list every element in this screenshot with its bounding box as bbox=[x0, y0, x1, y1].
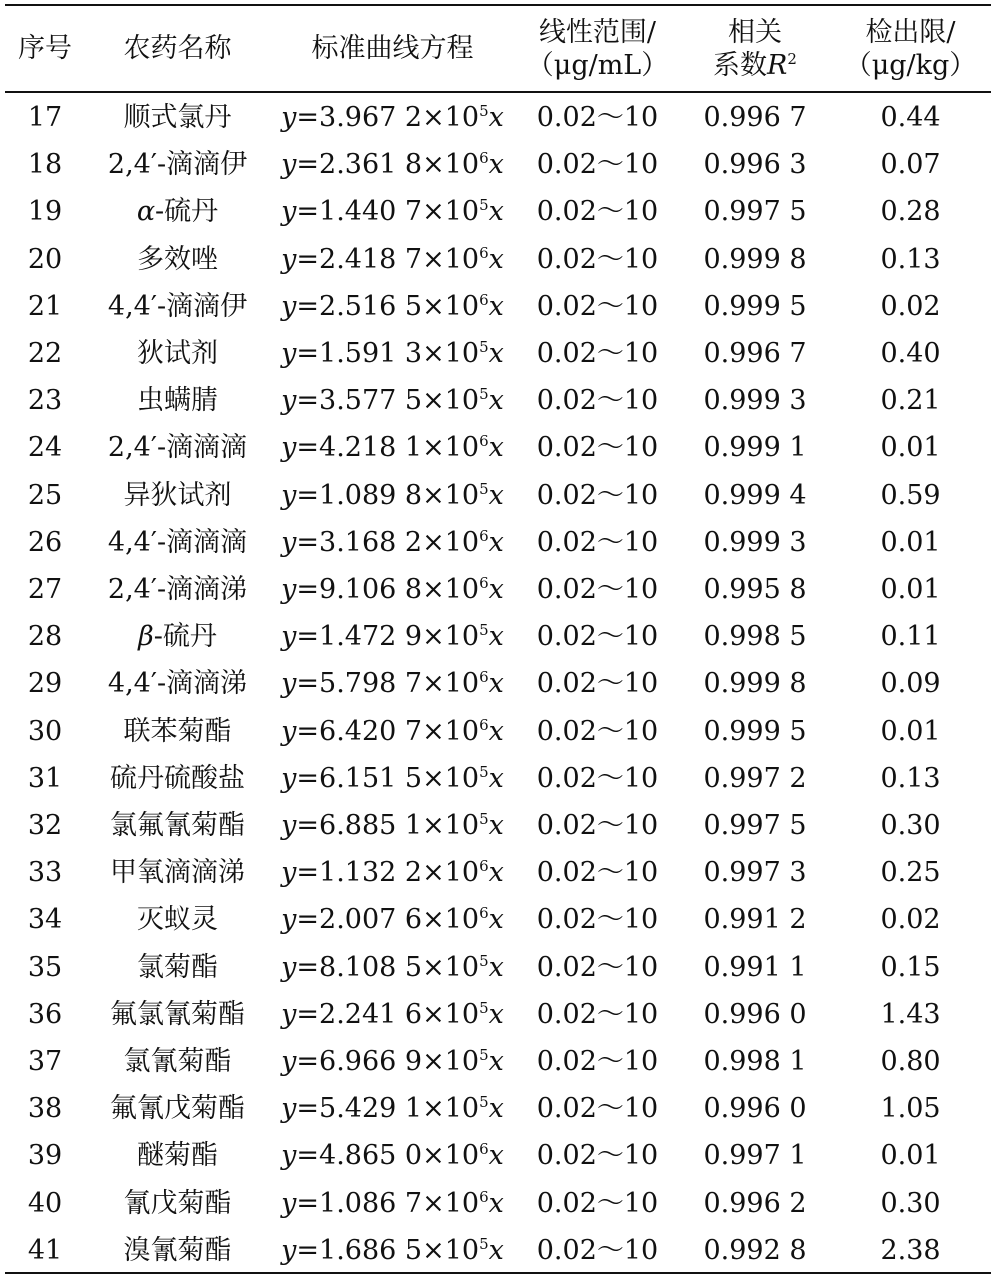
equation-exponent: 5 bbox=[479, 1046, 489, 1064]
equation-slope: 1.472 9 bbox=[319, 621, 423, 653]
compound-name-text: 狄试剂 bbox=[137, 338, 218, 369]
equation-slope: 3.967 2 bbox=[319, 102, 423, 133]
equation-exponent: 5 bbox=[479, 621, 489, 640]
correlation-coefficient: 0.996 3 bbox=[703, 149, 807, 181]
row-number: 29 bbox=[27, 668, 63, 700]
calibration-equation: y=3.577 $5\times 10^5x$ bbox=[281, 385, 504, 417]
calibration-equation: y=1.086 $7\times 10^6x$ bbox=[281, 1187, 504, 1219]
row-number: 27 bbox=[27, 574, 63, 605]
linear-range: 0.02～10 bbox=[536, 1093, 659, 1125]
equation-slope: 2.361 8 bbox=[319, 149, 423, 181]
compound-name-text: 醚菊酯 bbox=[137, 1140, 218, 1172]
compound-name-text: 氯菊酯 bbox=[137, 951, 218, 983]
calibration-equation: y=2.241 $6\times 10^5x$ bbox=[281, 998, 504, 1030]
correlation-coefficient: 0.996 7 bbox=[703, 338, 807, 369]
equation-slope: 1.440 7 bbox=[319, 196, 423, 228]
compound-name bbox=[85, 991, 270, 1038]
header-name bbox=[85, 6, 270, 91]
compound-name bbox=[85, 755, 270, 802]
detection-limit: 0.21 bbox=[880, 385, 941, 417]
equation-exponent: 5 bbox=[479, 102, 489, 120]
linear-range: 0.02～10 bbox=[536, 1234, 659, 1266]
header-r2-line1: 相关 bbox=[728, 16, 782, 48]
equation-exponent: 5 bbox=[479, 338, 489, 356]
compound-name-text: 硫丹硫酸盐 bbox=[110, 762, 245, 794]
correlation-coefficient: 0.996 0 bbox=[703, 1093, 807, 1125]
equation-slope: 1.686 5 bbox=[319, 1234, 423, 1266]
equation-exponent: 6 bbox=[479, 1187, 489, 1206]
compound-name-text: 氰戊菊酯 bbox=[123, 1187, 232, 1219]
linear-range: 0.02～10 bbox=[536, 668, 659, 700]
calibration-equation: y=1.591 $3\times 10^5x$ bbox=[281, 338, 504, 369]
linear-range: 0.02～10 bbox=[536, 857, 659, 889]
compound-name bbox=[85, 802, 270, 849]
row-number: 20 bbox=[27, 243, 63, 275]
linear-range: 0.02～10 bbox=[536, 149, 659, 181]
equation-slope: 1.591 3 bbox=[319, 338, 423, 369]
detection-limit: 0.28 bbox=[880, 196, 941, 228]
detection-limit: 0.01 bbox=[880, 1140, 941, 1172]
row-number: 31 bbox=[27, 762, 63, 794]
table-row bbox=[0, 424, 996, 471]
row-number: 26 bbox=[27, 526, 63, 558]
equation-slope: 6.151 5 bbox=[319, 762, 423, 794]
equation-exponent: 5 bbox=[479, 479, 489, 498]
linear-range: 0.02～10 bbox=[536, 621, 659, 653]
equation-slope: 4.218 1 bbox=[319, 432, 423, 464]
compound-name-text: 溴氰菊酯 bbox=[123, 1234, 232, 1266]
table-row bbox=[0, 94, 996, 141]
compound-name bbox=[85, 188, 270, 235]
correlation-coefficient: 0.992 8 bbox=[703, 1234, 807, 1266]
linear-range: 0.02～10 bbox=[536, 196, 659, 228]
calibration-equation: y=1.686 $5\times 10^5x$ bbox=[281, 1234, 504, 1266]
compound-name-text: 氟氯氰菊酯 bbox=[110, 998, 245, 1030]
correlation-coefficient: 0.999 3 bbox=[703, 385, 807, 417]
equation-exponent: 5 bbox=[479, 951, 489, 970]
table-row bbox=[0, 377, 996, 424]
header-range-line2: （μg/mL） bbox=[526, 49, 669, 81]
equation-exponent: 6 bbox=[479, 904, 489, 923]
row-number: 24 bbox=[27, 432, 63, 464]
compound-name bbox=[85, 424, 270, 471]
detection-limit: 0.02 bbox=[880, 904, 941, 936]
linear-range: 0.02～10 bbox=[536, 479, 659, 511]
correlation-coefficient: 0.997 5 bbox=[703, 810, 807, 841]
row-number: 28 bbox=[27, 621, 63, 653]
linear-range: 0.02～10 bbox=[536, 243, 659, 275]
compound-name bbox=[85, 1180, 270, 1227]
row-number: 37 bbox=[27, 1046, 63, 1077]
compound-name-prefix: α bbox=[136, 196, 156, 228]
equation-exponent: 6 bbox=[479, 857, 489, 876]
correlation-coefficient: 0.998 5 bbox=[703, 621, 807, 653]
equation-exponent: 6 bbox=[479, 290, 489, 309]
calibration-equation: y=6.885 $1\times 10^5x$ bbox=[281, 810, 504, 841]
compound-name-text: 灭蚁灵 bbox=[137, 904, 218, 936]
detection-limit: 0.15 bbox=[880, 951, 941, 983]
compound-name-text: 4,4′-滴滴涕 bbox=[107, 668, 248, 700]
calibration-equation: y=1.440 $7\times 10^5x$ bbox=[281, 196, 504, 228]
detection-limit: 1.05 bbox=[880, 1093, 941, 1125]
detection-limit: 1.43 bbox=[880, 998, 941, 1030]
detection-limit: 0.01 bbox=[880, 574, 941, 605]
equation-slope: 2.418 7 bbox=[319, 243, 423, 275]
table-row bbox=[0, 944, 996, 991]
row-number: 21 bbox=[27, 290, 63, 322]
correlation-coefficient: 0.999 8 bbox=[703, 668, 807, 700]
calibration-equation: y=6.151 $5\times 10^5x$ bbox=[281, 762, 504, 794]
calibration-equation: y=9.106 $8\times 10^6x$ bbox=[281, 574, 504, 605]
table-row bbox=[0, 236, 996, 283]
row-number: 39 bbox=[27, 1140, 63, 1172]
equation-exponent: 5 bbox=[479, 196, 489, 215]
equation-slope: 3.577 5 bbox=[319, 385, 423, 417]
correlation-coefficient: 0.996 7 bbox=[703, 102, 807, 133]
detection-limit: 0.13 bbox=[880, 243, 941, 275]
compound-name bbox=[85, 1227, 270, 1274]
correlation-coefficient: 0.999 5 bbox=[703, 715, 807, 747]
row-number: 35 bbox=[27, 951, 63, 983]
detection-limit: 0.30 bbox=[880, 1187, 941, 1219]
table-row bbox=[0, 991, 996, 1038]
row-number: 41 bbox=[27, 1234, 63, 1266]
compound-name-text: 氟氰戊菊酯 bbox=[110, 1093, 245, 1125]
compound-name-text: 4,4′-滴滴滴 bbox=[107, 526, 248, 558]
compound-name-text: 4,4′-滴滴伊 bbox=[107, 290, 248, 322]
header-r2-symbol: R bbox=[767, 49, 788, 81]
linear-range: 0.02～10 bbox=[536, 574, 659, 605]
equation-slope: 2.516 5 bbox=[319, 290, 423, 322]
linear-range: 0.02～10 bbox=[536, 715, 659, 747]
compound-name bbox=[85, 660, 270, 707]
table-row bbox=[0, 141, 996, 188]
row-number: 36 bbox=[27, 998, 63, 1030]
correlation-coefficient: 0.999 4 bbox=[703, 479, 807, 511]
detection-limit: 0.80 bbox=[880, 1046, 941, 1077]
equation-exponent: 5 bbox=[479, 385, 489, 404]
linear-range: 0.02～10 bbox=[536, 290, 659, 322]
row-number: 32 bbox=[27, 810, 63, 841]
table-row bbox=[0, 708, 996, 755]
row-number: 17 bbox=[27, 102, 63, 133]
calibration-equation: y=2.361 $8\times 10^6x$ bbox=[281, 149, 504, 181]
detection-limit: 0.01 bbox=[880, 715, 941, 747]
equation-exponent: 6 bbox=[479, 574, 489, 592]
equation-slope: 5.429 1 bbox=[319, 1093, 423, 1125]
header-r2-prefix: 系数 bbox=[713, 49, 768, 81]
detection-limit: 0.59 bbox=[880, 479, 941, 511]
equation-slope: 9.106 8 bbox=[319, 574, 423, 605]
calibration-equation: y=2.007 $6\times 10^6x$ bbox=[281, 904, 504, 936]
calibration-equation: y=5.798 $7\times 10^6x$ bbox=[281, 668, 504, 700]
calibration-equation: y=2.516 $5\times 10^6x$ bbox=[281, 290, 504, 322]
linear-range: 0.02～10 bbox=[536, 998, 659, 1030]
equation-slope: 2.007 6 bbox=[319, 904, 423, 936]
compound-name-text: 2,4′-滴滴滴 bbox=[107, 432, 248, 464]
detection-limit: 0.30 bbox=[880, 810, 941, 841]
compound-name bbox=[85, 1038, 270, 1085]
detection-limit: 0.44 bbox=[880, 102, 941, 133]
equation-exponent: 5 bbox=[479, 762, 489, 781]
row-number: 22 bbox=[27, 338, 63, 369]
equation-exponent: 6 bbox=[479, 243, 489, 262]
compound-name bbox=[85, 377, 270, 424]
correlation-coefficient: 0.997 1 bbox=[703, 1140, 807, 1172]
header-r2 bbox=[680, 6, 830, 91]
equation-slope: 4.865 0 bbox=[319, 1140, 423, 1172]
compound-name bbox=[85, 613, 270, 660]
table-row bbox=[0, 802, 996, 849]
equation-exponent: 5 bbox=[479, 998, 489, 1017]
linear-range: 0.02～10 bbox=[536, 904, 659, 936]
table-row bbox=[0, 188, 996, 235]
detection-limit: 0.01 bbox=[880, 526, 941, 558]
calibration-equation: y=1.132 $2\times 10^6x$ bbox=[281, 857, 504, 889]
header-equation bbox=[270, 6, 515, 91]
compound-name bbox=[85, 519, 270, 566]
compound-name bbox=[85, 141, 270, 188]
compound-name-text: 氯氰菊酯 bbox=[123, 1046, 232, 1077]
equation-slope: 1.132 2 bbox=[319, 857, 423, 889]
row-number: 23 bbox=[27, 385, 63, 417]
linear-range: 0.02～10 bbox=[536, 385, 659, 417]
table-row bbox=[0, 566, 996, 613]
table-row bbox=[0, 283, 996, 330]
header-range-line1: 线性范围/ bbox=[538, 16, 657, 48]
header-r2-line2 bbox=[713, 49, 797, 82]
calibration-equation: y=4.218 $1\times 10^6x$ bbox=[281, 432, 504, 464]
compound-name bbox=[85, 94, 270, 141]
calibration-equation: y=6.420 $7\times 10^6x$ bbox=[281, 715, 504, 747]
compound-name bbox=[85, 944, 270, 991]
linear-range: 0.02～10 bbox=[536, 951, 659, 983]
equation-slope: 6.885 1 bbox=[319, 810, 423, 841]
calibration-equation: y=4.865 $0\times 10^6x$ bbox=[281, 1140, 504, 1172]
correlation-coefficient: 0.999 5 bbox=[703, 290, 807, 322]
table-row bbox=[0, 755, 996, 802]
equation-exponent: 6 bbox=[479, 1140, 489, 1159]
equation-exponent: 6 bbox=[479, 526, 489, 545]
detection-limit: 0.09 bbox=[880, 668, 941, 700]
calibration-equation: y=2.418 $7\times 10^6x$ bbox=[281, 243, 504, 275]
correlation-coefficient: 0.998 1 bbox=[703, 1046, 807, 1077]
row-number: 34 bbox=[27, 904, 63, 936]
linear-range: 0.02～10 bbox=[536, 338, 659, 369]
row-number: 33 bbox=[27, 857, 63, 889]
correlation-coefficient: 0.999 3 bbox=[703, 526, 807, 558]
linear-range: 0.02～10 bbox=[536, 102, 659, 133]
table-row bbox=[0, 330, 996, 377]
detection-limit: 0.40 bbox=[880, 338, 941, 369]
calibration-equation: y=3.967 $2\times 10^5x$ bbox=[281, 102, 504, 133]
table-row bbox=[0, 472, 996, 519]
equation-slope: 8.108 5 bbox=[319, 951, 423, 983]
header-r2-exp: 2 bbox=[787, 49, 797, 68]
compound-name-text: 异狄试剂 bbox=[123, 479, 232, 511]
row-number: 19 bbox=[27, 196, 63, 228]
calibration-equation: y=1.472 $9\times 10^5x$ bbox=[281, 621, 504, 653]
compound-name bbox=[85, 708, 270, 755]
calibration-equation: y=3.168 $2\times 10^6x$ bbox=[281, 526, 504, 558]
correlation-coefficient: 0.991 2 bbox=[703, 904, 807, 936]
header-no bbox=[5, 6, 85, 91]
compound-name-text: 多效唑 bbox=[137, 243, 218, 275]
correlation-coefficient: 0.999 1 bbox=[703, 432, 807, 464]
detection-limit: 0.25 bbox=[880, 857, 941, 889]
calibration-equation: y=5.429 $1\times 10^5x$ bbox=[281, 1093, 504, 1125]
table-row bbox=[0, 660, 996, 707]
compound-name bbox=[85, 1085, 270, 1132]
detection-limit: 0.11 bbox=[880, 621, 941, 653]
table-row bbox=[0, 1180, 996, 1227]
calibration-equation: y=8.108 $5\times 10^5x$ bbox=[281, 951, 504, 983]
equation-exponent: 6 bbox=[479, 668, 489, 687]
compound-name-text: 2,4′-滴滴伊 bbox=[107, 149, 248, 181]
equation-exponent: 5 bbox=[479, 1234, 489, 1253]
compound-name-text: 虫螨腈 bbox=[137, 385, 218, 417]
compound-name bbox=[85, 896, 270, 943]
table-row bbox=[0, 1132, 996, 1179]
header-lod-line2: （μg/kg） bbox=[844, 49, 977, 81]
table-row bbox=[0, 849, 996, 896]
equation-exponent: 6 bbox=[479, 149, 489, 168]
header-range bbox=[515, 6, 680, 91]
calibration-equation: y=6.966 $9\times 10^5x$ bbox=[281, 1046, 504, 1077]
equation-exponent: 6 bbox=[479, 715, 489, 734]
compound-name-text: -硫丹 bbox=[155, 196, 219, 228]
linear-range: 0.02～10 bbox=[536, 810, 659, 841]
detection-limit: 2.38 bbox=[880, 1234, 941, 1266]
correlation-coefficient: 0.997 2 bbox=[703, 762, 807, 794]
table-row bbox=[0, 1085, 996, 1132]
row-number: 38 bbox=[27, 1093, 63, 1125]
correlation-coefficient: 0.997 5 bbox=[703, 196, 807, 228]
compound-name-text: 联苯菊酯 bbox=[123, 715, 232, 747]
compound-name-text: 甲氧滴滴涕 bbox=[110, 857, 245, 889]
equation-exponent: 5 bbox=[479, 1093, 489, 1112]
linear-range: 0.02～10 bbox=[536, 432, 659, 464]
header-equation-label: 标准曲线方程 bbox=[311, 33, 474, 64]
linear-range: 0.02～10 bbox=[536, 1187, 659, 1219]
compound-name-text: 顺式氯丹 bbox=[123, 102, 232, 133]
header-no-label: 序号 bbox=[18, 33, 72, 64]
compound-name bbox=[85, 1132, 270, 1179]
compound-name bbox=[85, 236, 270, 283]
equation-slope: 1.089 8 bbox=[319, 479, 423, 511]
linear-range: 0.02～10 bbox=[536, 1046, 659, 1077]
equation-slope: 1.086 7 bbox=[319, 1187, 423, 1219]
compound-name bbox=[85, 566, 270, 613]
detection-limit: 0.07 bbox=[880, 149, 941, 181]
linear-range: 0.02～10 bbox=[536, 762, 659, 794]
equation-slope: 2.241 6 bbox=[319, 998, 423, 1030]
compound-name bbox=[85, 330, 270, 377]
detection-limit: 0.13 bbox=[880, 762, 941, 794]
correlation-coefficient: 0.999 8 bbox=[703, 243, 807, 275]
compound-name-text: 2,4′-滴滴涕 bbox=[107, 574, 248, 605]
linear-range: 0.02～10 bbox=[536, 526, 659, 558]
header-lod bbox=[830, 6, 991, 91]
table-row bbox=[0, 613, 996, 660]
header-name-label: 农药名称 bbox=[123, 33, 232, 64]
row-number: 18 bbox=[27, 149, 63, 181]
table-bottom-rule bbox=[5, 1272, 991, 1274]
equation-slope: 6.420 7 bbox=[319, 715, 423, 747]
table-row bbox=[0, 896, 996, 943]
equation-slope: 3.168 2 bbox=[319, 526, 423, 558]
correlation-coefficient: 0.996 2 bbox=[703, 1187, 807, 1219]
header-lod-line1: 检出限/ bbox=[865, 16, 956, 48]
compound-name bbox=[85, 472, 270, 519]
compound-name-text: 氯氟氰菊酯 bbox=[110, 810, 245, 841]
equation-slope: 5.798 7 bbox=[319, 668, 423, 700]
calibration-equation: y=1.089 $8\times 10^5x$ bbox=[281, 479, 504, 511]
row-number: 30 bbox=[27, 715, 63, 747]
correlation-coefficient: 0.997 3 bbox=[703, 857, 807, 889]
detection-limit: 0.02 bbox=[880, 290, 941, 322]
correlation-coefficient: 0.995 8 bbox=[703, 574, 807, 605]
equation-exponent: 5 bbox=[479, 810, 489, 828]
compound-name bbox=[85, 849, 270, 896]
row-number: 40 bbox=[27, 1187, 63, 1219]
detection-limit: 0.01 bbox=[880, 432, 941, 464]
table-header-rule bbox=[5, 91, 991, 93]
table-row bbox=[0, 519, 996, 566]
correlation-coefficient: 0.996 0 bbox=[703, 998, 807, 1030]
equation-exponent: 6 bbox=[479, 432, 489, 451]
equation-slope: 6.966 9 bbox=[319, 1046, 423, 1077]
compound-name bbox=[85, 283, 270, 330]
linear-range: 0.02～10 bbox=[536, 1140, 659, 1172]
row-number: 25 bbox=[27, 479, 63, 511]
compound-name-text: -硫丹 bbox=[153, 621, 217, 653]
correlation-coefficient: 0.991 1 bbox=[703, 951, 807, 983]
table-row bbox=[0, 1227, 996, 1274]
compound-name-prefix: β bbox=[138, 621, 154, 653]
table-row bbox=[0, 1038, 996, 1085]
